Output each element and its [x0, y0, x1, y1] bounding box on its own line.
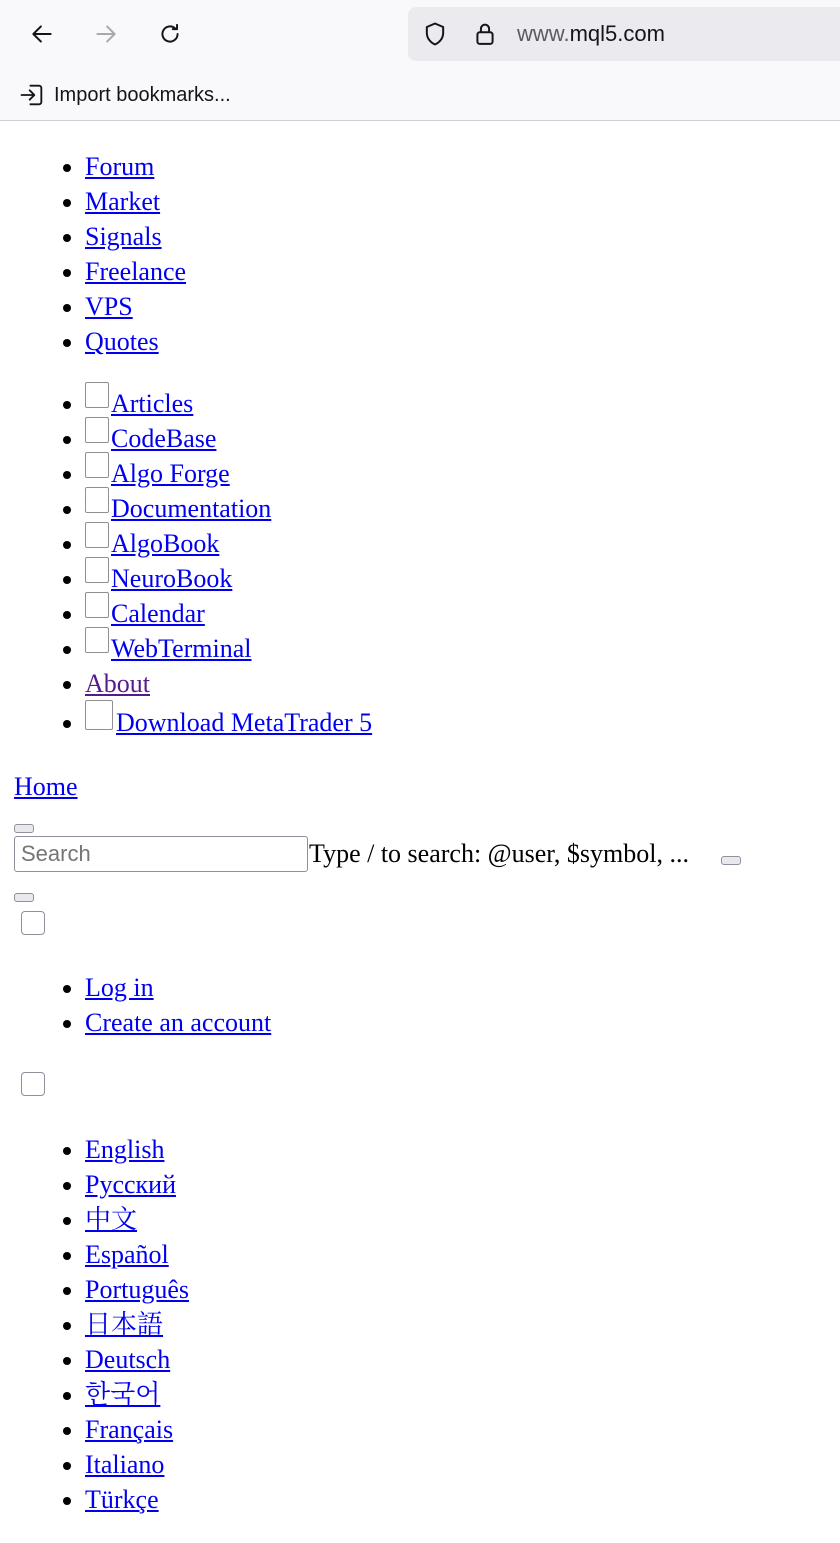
main-nav-item — [85, 184, 840, 219]
create-account-link[interactable]: Create an account — [85, 1008, 272, 1037]
language-menu-toggle-checkbox[interactable] — [21, 1072, 45, 1096]
language-item — [85, 1447, 840, 1482]
secondary-nav-item — [85, 456, 840, 491]
browser-toolbar — [0, 0, 840, 121]
secondary-nav-item — [85, 386, 840, 421]
main-nav-item — [85, 289, 840, 324]
empty-button[interactable] — [14, 824, 34, 833]
nav-link-about[interactable]: About — [85, 669, 150, 698]
main-nav-item — [85, 219, 840, 254]
lock-icon[interactable] — [471, 20, 499, 48]
search-input[interactable] — [14, 836, 308, 872]
empty-button[interactable] — [14, 893, 34, 902]
login-link[interactable]: Log in — [85, 973, 154, 1002]
main-nav-list — [0, 149, 840, 359]
language-link-german[interactable]: Deutsch — [85, 1345, 171, 1374]
language-item — [85, 1132, 840, 1167]
language-link-spanish[interactable]: Español — [85, 1240, 169, 1269]
nav-link-neurobook[interactable]: NeuroBook — [111, 564, 233, 593]
secondary-nav-item — [85, 526, 840, 561]
language-link-portuguese[interactable]: Português — [85, 1275, 189, 1304]
user-menu-toggle-checkbox[interactable] — [21, 911, 45, 935]
secondary-nav-item — [85, 561, 840, 596]
language-item — [85, 1342, 840, 1377]
language-item — [85, 1307, 840, 1342]
language-item — [85, 1272, 840, 1307]
nav-link-codebase[interactable]: CodeBase — [111, 424, 217, 453]
language-link-english[interactable]: English — [85, 1135, 165, 1164]
forward-button[interactable] — [86, 14, 126, 54]
language-item — [85, 1412, 840, 1447]
shield-icon[interactable] — [421, 20, 449, 48]
language-item — [85, 1237, 840, 1272]
secondary-nav-item — [85, 705, 840, 740]
nav-link-webterminal[interactable]: WebTerminal — [111, 634, 252, 663]
arrow-left-icon — [29, 21, 55, 47]
search-hint: Type / to search: @user, $symbol, ... — [309, 839, 689, 868]
broken-image-icon — [85, 452, 109, 478]
main-nav-item — [85, 254, 840, 289]
broken-image-icon — [85, 522, 109, 548]
language-item — [85, 1167, 840, 1202]
import-icon — [18, 81, 46, 109]
search-submit-button[interactable] — [721, 856, 741, 865]
secondary-nav-list — [0, 386, 840, 740]
main-nav-item — [85, 324, 840, 359]
language-item — [85, 1202, 840, 1237]
language-link-italian[interactable]: Italiano — [85, 1450, 165, 1479]
breadcrumb-home-link[interactable]: Home — [14, 772, 78, 801]
nav-link-algobook[interactable]: AlgoBook — [111, 529, 220, 558]
secondary-nav-item — [85, 421, 840, 456]
import-bookmarks-button[interactable] — [18, 79, 231, 111]
language-item — [85, 1482, 840, 1517]
nav-link-signals[interactable]: Signals — [85, 222, 162, 251]
back-button[interactable] — [22, 14, 62, 54]
nav-link-articles[interactable]: Articles — [111, 389, 194, 418]
url-domain: mql5.com — [569, 21, 665, 46]
language-item — [85, 1377, 840, 1412]
nav-link-calendar[interactable]: Calendar — [111, 599, 205, 628]
broken-image-icon — [85, 417, 109, 443]
broken-image-icon — [85, 487, 109, 513]
broken-image-icon — [85, 700, 113, 730]
auth-item — [85, 1005, 840, 1040]
language-link-chinese[interactable]: 中文 — [85, 1205, 138, 1234]
broken-image-icon — [85, 557, 109, 583]
auth-item — [85, 970, 840, 1005]
url-prefix: www. — [517, 21, 570, 46]
download-metatrader-link[interactable]: Download MetaTrader 5 — [116, 708, 373, 737]
secondary-nav-item — [85, 596, 840, 631]
language-link-turkish[interactable]: Türkçe — [85, 1485, 159, 1514]
reload-icon — [157, 21, 183, 47]
broken-image-icon — [85, 592, 109, 618]
nav-link-forum[interactable]: Forum — [85, 152, 155, 181]
arrow-right-icon — [93, 21, 119, 47]
language-link-korean[interactable]: 한국어 — [85, 1380, 161, 1409]
nav-link-documentation[interactable]: Documentation — [111, 494, 272, 523]
nav-link-market[interactable]: Market — [85, 187, 161, 216]
language-link-russian[interactable]: Русский — [85, 1170, 176, 1199]
language-list — [0, 1132, 840, 1517]
secondary-nav-item — [85, 666, 840, 701]
broken-image-icon — [85, 382, 109, 408]
import-bookmarks-label: Import bookmarks... — [54, 83, 231, 106]
secondary-nav-item — [85, 491, 840, 526]
nav-link-quotes[interactable]: Quotes — [85, 327, 159, 356]
language-link-french[interactable]: Français — [85, 1415, 174, 1444]
nav-link-vps[interactable]: VPS — [85, 292, 133, 321]
url-text[interactable] — [517, 7, 665, 61]
broken-image-icon — [85, 627, 109, 653]
page-content — [0, 121, 840, 1514]
main-nav-item — [85, 149, 840, 184]
secondary-nav-item — [85, 631, 840, 666]
reload-button[interactable] — [150, 14, 190, 54]
auth-links-list — [0, 970, 840, 1040]
address-bar[interactable] — [408, 7, 840, 61]
nav-link-algo-forge[interactable]: Algo Forge — [111, 459, 230, 488]
language-link-japanese[interactable]: 日本語 — [85, 1310, 164, 1339]
nav-link-freelance[interactable]: Freelance — [85, 257, 187, 286]
